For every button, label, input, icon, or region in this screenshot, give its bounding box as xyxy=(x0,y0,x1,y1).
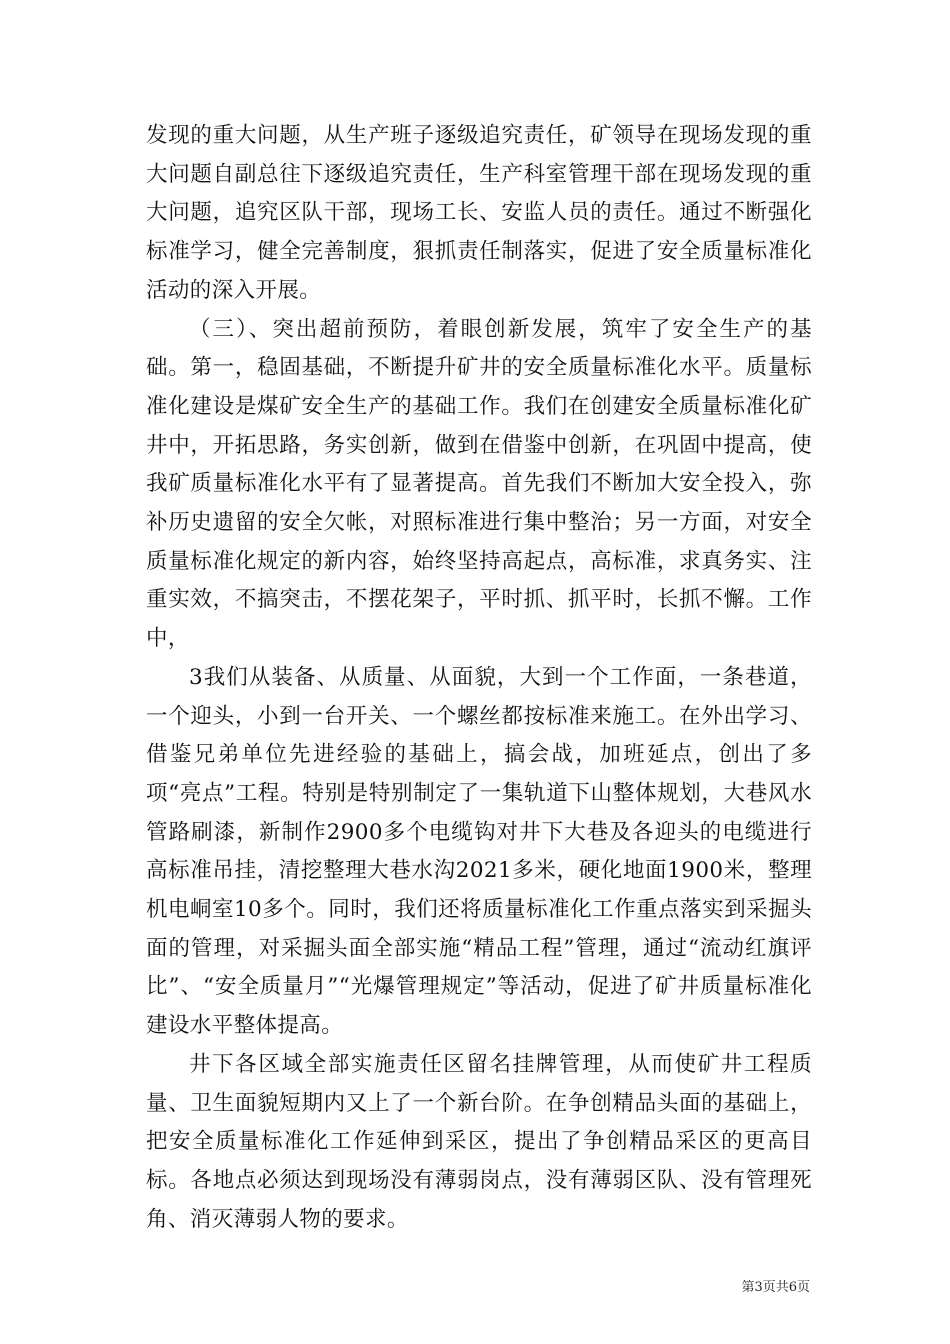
page-number: 第3页共6页 xyxy=(741,1280,810,1295)
paragraph-section-three: （三）、突出超前预防，着眼创新发展，筑牢了安全生产的基础。第一，稳固基础，不断提升矿井的安全质量标准化水平。质量标准化建设是煤矿安全生产的基础工作。我们在创建安全质量标准化矿井中，开拓思路，务实创新，做到在借鉴中创新，在巩固中提高，使我矿质量标准化水平有了显著提高。首先我们不断加大安全投入，弥补历史遗留的安全欠帐，对照标准进行集中整治；另一方面，对安全质量标准化规定的新内容，始终坚持高起点，高标准，求真务实、注重实效，不搞突击，不摆花架子，平时抓、抓平时，长抓不懈。工作中， xyxy=(146,316,812,652)
document-body xyxy=(146,117,812,1239)
paragraph-continuation: 发现的重大问题，从生产班子逐级追究责任，矿领导在现场发现的重大问题自副总往下逐级追究责任，生产科室管理干部在现场发现的重大问题，追究区队干部，现场工长、安监人员的责任。通过不断强化标准学习，健全完善制度，狠抓责任制落实，促进了安全质量标准化活动的深入开展。 xyxy=(146,123,812,303)
paragraph-equipment-quality: 3我们从装备、从质量、从面貌，大到一个工作面，一条巷道，一个迎头，小到一台开关、一个螺丝都按标准来施工。在外出学习、借鉴兄弟单位先进经验的基础上，搞会战，加班延点，创出了多项“亮点”工程。特别是特别制定了一集轨道下山整体规划，大巷风水管路刷漆，新制作2900多个电缆钩对井下大巷及各迎头的电缆进行高标准吊挂，清挖整理大巷水沟2021多米，硬化地面1900米，整理机电峒室10多个。同时，我们还将质量标准化工作重点落实到采掘头面的管理，对采掘头面全部实施“精品工程”管理，通过“流动红旗评比”、“安全质量月”“光爆管理规定”等活动，促进了矿井质量标准化建设水平整体提高。 xyxy=(146,664,812,1039)
paragraph-responsibility-zones: 井下各区域全部实施责任区留名挂牌管理，从而使矿井工程质量、卫生面貌短期内又上了一个新台阶。在争创精品头面的基础上，把安全质量标准化工作延伸到采区，提出了争创精品采区的更高目标。各地点必须达到现场没有薄弱岗点，没有薄弱区队、没有管理死角、消灭薄弱人物的要求。 xyxy=(146,1051,812,1232)
